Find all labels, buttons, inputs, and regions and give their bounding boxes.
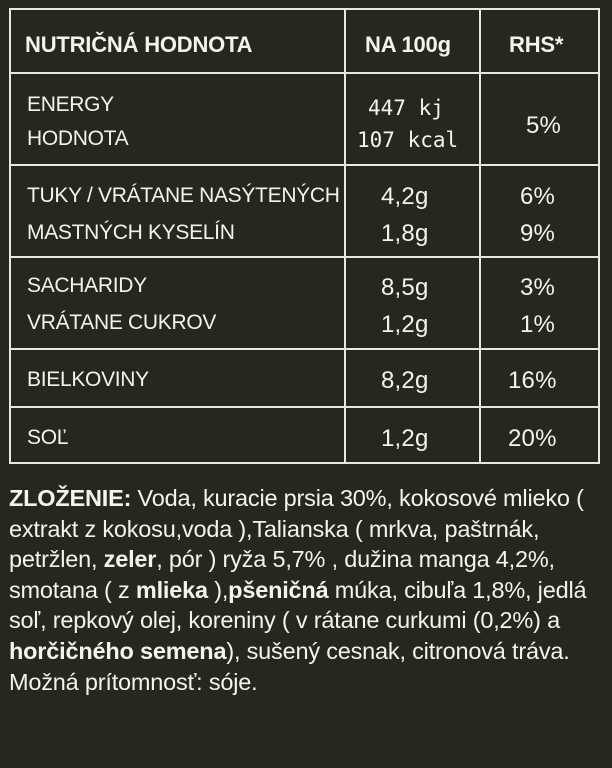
header-nutrition-label: NUTRIČNÁ HODNOTA: [25, 32, 253, 57]
fat-rhs-value: 6%: [520, 183, 556, 210]
allergen-milk: mlieka: [135, 576, 208, 603]
fat-label-1: TUKY / VRÁTANE NASÝTENÝCH: [27, 184, 340, 207]
fat-value: 4,2g: [381, 183, 429, 210]
saturated-fat-rhs-value: 9%: [520, 220, 556, 247]
table-header-row: [11, 10, 598, 74]
saturated-fat-value: 1,8g: [381, 220, 429, 247]
table-row-protein: [11, 350, 598, 408]
table-row-energy: [11, 74, 598, 166]
carbohydrates-value: 8,5g: [381, 274, 429, 301]
ingredients-text-part: múka, cibuľa 1,8%, jedlá soľ, repkový olej, koreniny ( v rátane curkumi (0,2%) a: [9, 576, 587, 634]
table-row-carbohydrates: [11, 258, 598, 350]
protein-label: BIELKOVINY: [27, 368, 149, 391]
sugars-rhs-value: 1%: [520, 311, 556, 338]
ingredients-heading: ZLOŽENIE:: [9, 485, 132, 511]
energy-kj-value: 447 kj: [368, 96, 444, 120]
salt-rhs-value: 20%: [508, 425, 557, 452]
header-per-100g: NA 100g: [365, 32, 451, 57]
protein-rhs-value: 16%: [508, 367, 557, 394]
carbohydrates-label: SACHARIDY: [27, 274, 147, 297]
ingredients-text-part: ),: [207, 576, 229, 603]
sugars-label: VRÁTANE CUKROV: [27, 311, 217, 334]
table-row-fat: [11, 166, 598, 258]
fat-label-2: MASTNÝCH KYSELÍN: [27, 221, 235, 244]
salt-label: SOĽ: [27, 426, 69, 449]
ingredients-text-part: ), sušený cesnak, citronová tráva. Možná prítomnosť: sóje.: [9, 637, 570, 695]
ingredients-text: [9, 483, 605, 697]
protein-value: 8,2g: [381, 367, 429, 394]
ingredients-text-part: , pór ) ryža 5,7% , dužina manga 4,2%, smotana ( z: [9, 546, 555, 603]
energy-kcal-value: 107 kcal: [357, 128, 459, 152]
sugars-value: 1,2g: [381, 311, 429, 338]
energy-label-2: HODNOTA: [27, 127, 129, 150]
table-row-salt: [11, 408, 598, 464]
carbohydrates-rhs-value: 3%: [520, 274, 556, 301]
ingredients-text-part: Voda, kuracie prsia 30%, kokosové mlieko ( extrakt z kokosu,voda ),Talianska ( mrkva, paštrnák, petržlen,: [9, 485, 584, 573]
salt-value: 1,2g: [381, 425, 429, 452]
allergen-celery: zeler: [103, 546, 157, 573]
allergen-wheat: pšeničná: [228, 576, 329, 603]
header-rhs: RHS*: [509, 32, 564, 57]
energy-rhs-value: 5%: [526, 112, 562, 139]
allergen-mustard: horčičného semena: [9, 637, 227, 664]
nutrition-table: [9, 8, 600, 464]
energy-label-1: ENERGY: [27, 93, 114, 116]
